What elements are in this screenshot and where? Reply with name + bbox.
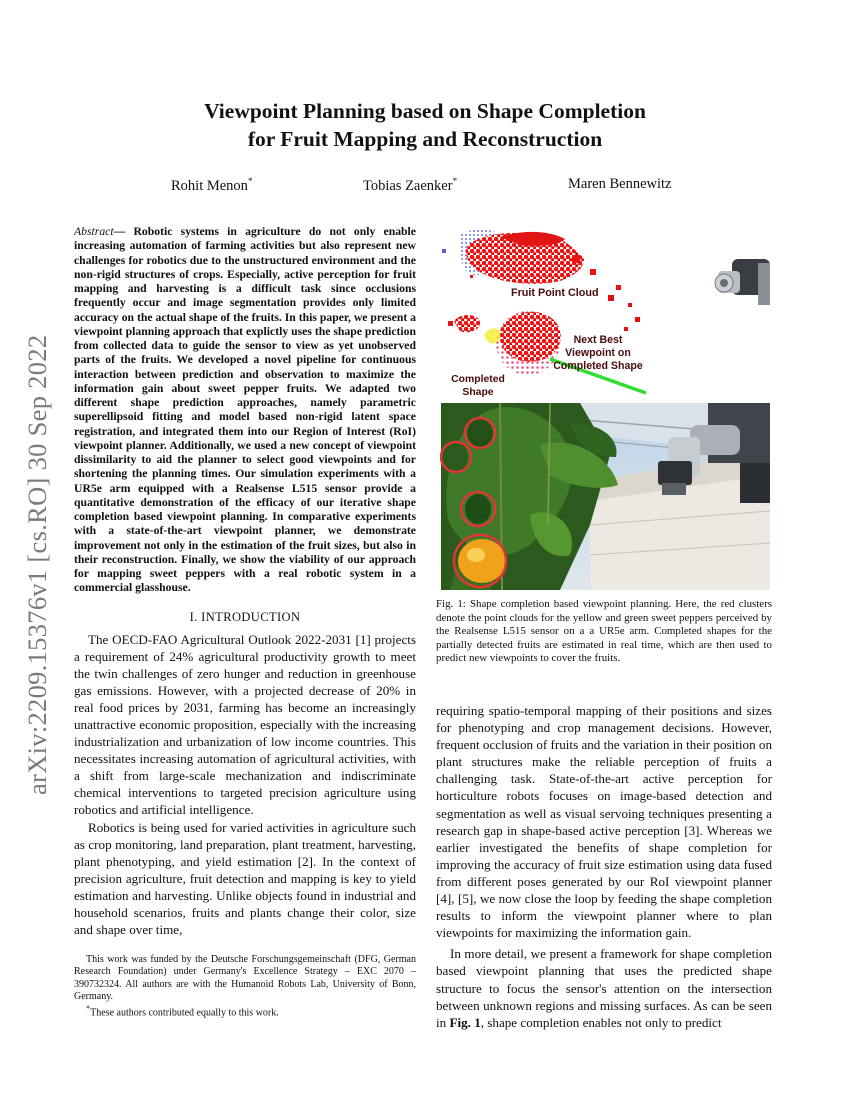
author-1: Rohit Menon*	[171, 176, 253, 194]
completed-shape-graphic	[448, 311, 561, 375]
footnotes	[74, 954, 416, 1020]
right-paragraph-2: In more detail, we present a framework for shape completion based viewpoint planning that uses the predicted shape structure to focus the sensor's attention on the intersection between unknown regions and missing surfaces. As can be seen in Fig. 1, shape completion enables not only to predict	[436, 946, 772, 1030]
label-completed-1: Completed	[451, 374, 505, 385]
abstract-text: — Robotic systems in agriculture do not only enable increasing automation of farming activities but also represent new challenges for robotics due to the unstructured environment and the non-rigid structures of crops. Especially, active perception for fruit mapping and harvesting is a difficult task since occlusions frequently occur and image segmentation provides only limited accuracy on the actual shape of the fruits. In this paper, we present a viewpoint planning approach that explictly uses the shape prediction from collected data to guide the sensor to view as yet unobserved parts of the fruits. We developed a novel pipeline for continuous interaction between prediction and observation to maximize the information gain about sweet pepper fruits. We adapted two different shape prediction approaches, namely parametric superellipsoid fitting and model based non-rigid latent space registration, and integrated them into our Region of Interest (RoI) viewpoint planner. Additionally, we used a new concept of viewpoint dissimilarity to aid the planner to select good viewpoints and for shortening the planning times. Our simulation experiments with a UR5e arm equipped with a Realsense L515 sensor provide a quantitative demonstration of the efficacy of our iterative shape completion based viewpoint planning. In comparative experiments with a state-of-the-art viewpoint planner, we demonstrate improvement not only in the estimation of the fruit sizes, but also in their reconstruction. Finally, we show the viability of our approach for mapping sweet peppers with a real robotic system in a commercial glasshouse.	[74, 225, 416, 595]
robot-arm-top-graphic	[715, 259, 770, 305]
title-line-2: for Fruit Mapping and Reconstruction	[247, 127, 603, 151]
intro-paragraph-2: Robotics is being used for varied activities in agriculture such as crop monitoring, land preparation, plant treatment, harvesting, plant phenotyping, and yield estimation [2]. In the context of precision agriculture, fruit detection and mapping is key to yield estimation and harvesting. Unlike objects found in industrial and household scenarios, fruits and plants change their color, size and shape over time,	[74, 819, 416, 938]
right-column	[436, 702, 772, 1031]
left-column	[74, 225, 416, 938]
right-paragraph-1: requiring spatio-temporal mapping of their positions and sizes for phenotyping and crop management decisions. However, frequent occlusion of fruits and the variation in their position on plant structures make the reliable perception of fruits a challenging task. State-of-the-art active perception for horticulture robots focuses on image-based detection and segmentation as well as visual servoing techniques presenting a research gap in shape-based active perception [3]. Whereas we earlier investigated the benefits of shape completion for improving the accuracy of fruit size estimation using data fused from different poses generated by our RoI viewpoint planner [4], [5], we now close the loop by feeding the shape completion results to inform the viewpoint planner where to plan viewpoints for maximizing the information gain.	[436, 703, 772, 941]
greenhouse-photo	[441, 403, 770, 590]
label-next-best-2: Viewpoint on	[565, 347, 631, 359]
author-3: Maren Bennewitz	[568, 176, 672, 192]
section-heading: I. INTRODUCTION	[189, 609, 301, 624]
abstract-label: Abstract	[74, 225, 114, 238]
figure-1-graphic	[440, 225, 770, 590]
title-line-1: Viewpoint Planning based on Shape Completion	[204, 99, 646, 123]
abstract	[74, 225, 416, 596]
figure-caption: Fig. 1: Shape completion based viewpoint planning. Here, the red clusters denote the point clouds for the yellow and green sweet peppers perceived by the Realsense L515 sensor on a a UR5e arm. Completed shapes for the partially detected fruits are estimated in real time, which are then used to predict new viewpoints to cover the fruits.	[436, 598, 772, 664]
label-point-cloud: Fruit Point Cloud	[511, 287, 599, 299]
footnote-funding: This work was funded by the Deutsche Forschungsgemeinschaft (DFG, German Research Foundation) under Germany's Excellence Strategy – EXC 2070 – 390732324. All authors are with the Humanoid Robots Lab, University of Bonn, Germany.	[74, 954, 416, 1002]
paper-title	[0, 97, 850, 153]
label-next-best-1: Next Best	[573, 334, 623, 346]
footnote-equal: *These authors contributed equally to this work.	[86, 1004, 279, 1019]
label-completed-2: Shape	[462, 387, 494, 398]
intro-paragraph-1: The OECD-FAO Agricultural Outlook 2022-2031 [1] projects a requirement of 24% agricultural productivity growth to meet the twin challenges of zero hunger and reduction in greenhouse gas emissions. However, with a projected decrease of 20% in real food prices by 2031, farming has become an increasingly unattractive economic proposition, especially with the increasing industrialization and urbanization of low income countries. This necessitates increasing automation of agricultural activities, with a shift from large-scale mechanization and indiscriminate chemical interventions to targeted precision agriculture using robotics and artificial intelligence.	[74, 631, 416, 818]
figure-ref: Fig. 1	[449, 1014, 481, 1030]
figure-1	[440, 225, 770, 590]
author-2: Tobias Zaenker*	[363, 176, 458, 194]
label-next-best-3: Completed Shape	[553, 360, 643, 372]
arxiv-stamp: arXiv:2209.15376v1 [cs.RO] 30 Sep 2022	[22, 334, 52, 795]
